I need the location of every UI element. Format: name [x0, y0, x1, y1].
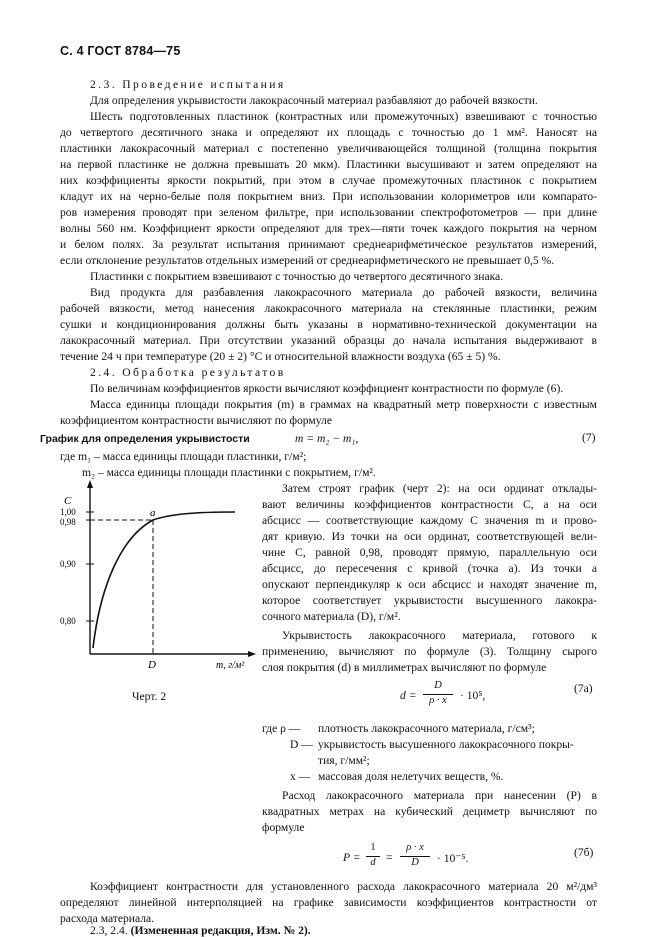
paragraph-7-line: опускают перпендикуляр к оси абсцисс и находят значение m,	[262, 578, 597, 591]
paragraph-7-line: сочного материала (D), г/м².	[262, 610, 401, 623]
paragraph-6-line: коэффициентом контрастности вычисляют по формуле	[60, 414, 332, 427]
formula-7a-lhs: d =	[400, 689, 417, 702]
x-axis-label: m, г/м²	[216, 660, 245, 671]
paragraph-4-line: сушки и кондиционирования должны быть указаны в нормативно-технической документации на	[60, 318, 597, 331]
paragraph-7-line: абсцисс — соответствующие каждому C значения m и прово-	[262, 514, 597, 527]
point-a-label: a	[150, 507, 156, 519]
amendment-sections: 2.3, 2.4.	[90, 924, 128, 937]
legend-symbol: x —	[290, 770, 311, 783]
paragraph-7-line: вают величины коэффициентов контрастности C, а на оси	[262, 498, 597, 511]
legend-text: тия, г/мм²;	[318, 754, 370, 767]
paragraph-8-line: применению, вычисляют по формуле (3). Толщину сырого	[262, 645, 597, 658]
formula-7-number: (7)	[582, 431, 596, 444]
formula-7b-equals: =	[386, 851, 393, 864]
paragraph-2-line: волны 560 нм. Коэффициент яркости определяют для трех—пяти точек каждого покрытия на черном	[60, 222, 597, 235]
formula-7b-lhs: P =	[343, 851, 361, 864]
paragraph-9-line: квадратных метрах на кубический дециметр вычисляют по	[262, 805, 597, 818]
paragraph-2-line: пластинки лакокрасочный материал с постепенно увеличивающейся толщиной (толщина покрытия	[60, 142, 597, 155]
hiding-power-graph	[20, 478, 260, 688]
paragraph-4-line: Вид продукта для разбавления лакокрасочного материала до рабочей вязкости, величина	[90, 286, 597, 299]
legend-text: укрывистость высушенного лакокрасочного покры-	[318, 738, 574, 751]
paragraph-7-line: Затем строят график (черт 2): на оси ординат отклады-	[282, 482, 597, 495]
paragraph-10-line: расхода материала.	[60, 912, 155, 925]
paragraph-2-line: если отклонение результатов отдельных измерений от среднеарифметического не превышает 0,5 %.	[60, 254, 555, 267]
paragraph-4-line: течение 24 ч при температуре (20 ± 2) °С и относительной влажности воздуха (65 ± 5) %.	[60, 350, 501, 363]
legend-text: массовая доля нелетучих веществ, %.	[318, 770, 504, 783]
formula-7a-denominator: ρ · x	[429, 695, 447, 706]
section-2-4-title: 2.4. Обработка результатов	[90, 366, 286, 379]
paragraph-7-line: чине C, равной 0,98, проводят прямую, параллельную оси	[262, 546, 597, 559]
formula-7a-number: (7а)	[574, 682, 593, 695]
formula-7b-power: · 10⁻⁵.	[437, 852, 469, 865]
point-d-label: D	[148, 659, 156, 671]
paragraph-2-line: ров измерения проводят при зеленом фильтре, при использовании спектрофотометров — при длине	[60, 206, 597, 219]
paragraph-9-line: формуле	[262, 821, 305, 834]
formula-7b-numerator: ρ · x	[406, 842, 424, 853]
paragraph-2-line: них коэффициенты яркости покрытий, при этом в случае промежуточных пластинок с покрытием	[60, 174, 597, 187]
y-tick-label: 0,98	[60, 517, 76, 527]
paragraph-10-line: определяют линейной интерполяцией на графике зависимости коэффициентов контрастности от	[60, 896, 597, 909]
paragraph-9-line: Расход лакокрасочного материала при нанесении (P) в	[282, 789, 597, 802]
formula-7a-numerator: D	[434, 680, 442, 691]
formula-7b-numerator: 1	[370, 842, 376, 853]
y-axis-arrow	[87, 480, 93, 488]
formula-7b-denominator: d	[370, 857, 376, 868]
formula-7: m = m₂ − m₁,	[295, 432, 359, 445]
paragraph-7-line: которое соответствует укрывистости высушенного лакокра-	[262, 594, 597, 607]
paragraph-8-line: Укрывистость лакокрасочного материала, готового к	[282, 629, 597, 642]
paragraph-5: По величинам коэффициентов яркости вычисляют коэффициент контрастности по формуле (6).	[90, 382, 564, 395]
paragraph-4-line: лакокрасочный материал. При отсутствии указаний образцы до начала испытания выдерживают в	[60, 334, 597, 347]
paragraph-2-line: Шесть подготовленных пластинок (контрастных или промежуточных) взвешивают с точностью	[90, 110, 597, 123]
paragraph-2-line: и белом полях. За результат испытания принимают среднеарифметическое результатов измерений,	[60, 238, 597, 251]
figure-title: График для определения укрывистости	[40, 433, 250, 445]
x-axis-arrow	[248, 651, 256, 657]
paragraph-2-line: на первой пластинке не должна превышать 20 мкм). Пластинки высушивают и затем определяют на	[60, 158, 597, 171]
page-header: С. 4 ГОСТ 8784—75	[60, 44, 181, 58]
legend-m1: где m₁ – масса единицы площади пластинки, г/м²;	[60, 450, 307, 463]
formula-7b-denominator: D	[411, 857, 419, 868]
y-axis-label: C	[64, 495, 72, 507]
paragraph-4-line: рабочей вязкости, метод нанесения лакокрасочного материала на стеклянные пластинки, режим	[60, 302, 597, 315]
paragraph-7-line: абсцисс, до пересечения с кривой (точка a). Из точки a	[262, 562, 597, 575]
paragraph-7-line: дят кривую. Из точки на оси ординат, соответствующей вели-	[262, 530, 597, 543]
formula-7b-number: (7б)	[574, 846, 594, 859]
paragraph-10-line: Коэффициент контрастности для установленного расхода лакокрасочного материала 20 м²/дм³	[90, 880, 597, 893]
y-tick-label: 0,80	[60, 616, 76, 626]
legend-text: плотность лакокрасочного материала, г/см³;	[318, 722, 535, 735]
contrast-curve	[93, 512, 235, 648]
paragraph-6-line: Масса единицы площади покрытия (m) в граммах на квадратный метр поверхности с известным	[90, 398, 597, 411]
section-2-3-title: 2.3. Проведение испытания	[90, 78, 286, 91]
legend-symbol: D —	[290, 738, 313, 751]
paragraph-1: Для определения укрывистости лакокрасочный материал разбавляют до рабочей вязкости.	[90, 94, 538, 107]
paragraph-8-line: слоя покрытия (d) в миллиметрах вычисляют по формуле	[262, 661, 547, 674]
y-tick-label: 1,00	[60, 507, 76, 517]
formula-7a-power: · 10⁵,	[460, 689, 486, 702]
legend-symbol: где ρ —	[262, 722, 301, 735]
y-tick-label: 0,90	[60, 559, 76, 569]
paragraph-2-line: кладут их на черно-белые поля покрытием вниз. При использовании колориметров или компарато-	[60, 190, 597, 203]
legend-m2: m₂ – масса единицы площади пластинки с покрытием, г/м².	[82, 466, 376, 479]
paragraph-2-line: до четвертого десятичного знака и определяют их площадь с точностью до 1 мм². Наносят на	[60, 126, 597, 139]
figure-caption: Черт. 2	[132, 690, 167, 703]
paragraph-3: Пластинки с покрытием взвешивают с точностью до четвертого десятичного знака.	[90, 270, 504, 283]
amendment-note	[90, 926, 311, 936]
amendment-text: (Измененная редакция, Изм. № 2).	[130, 924, 311, 937]
